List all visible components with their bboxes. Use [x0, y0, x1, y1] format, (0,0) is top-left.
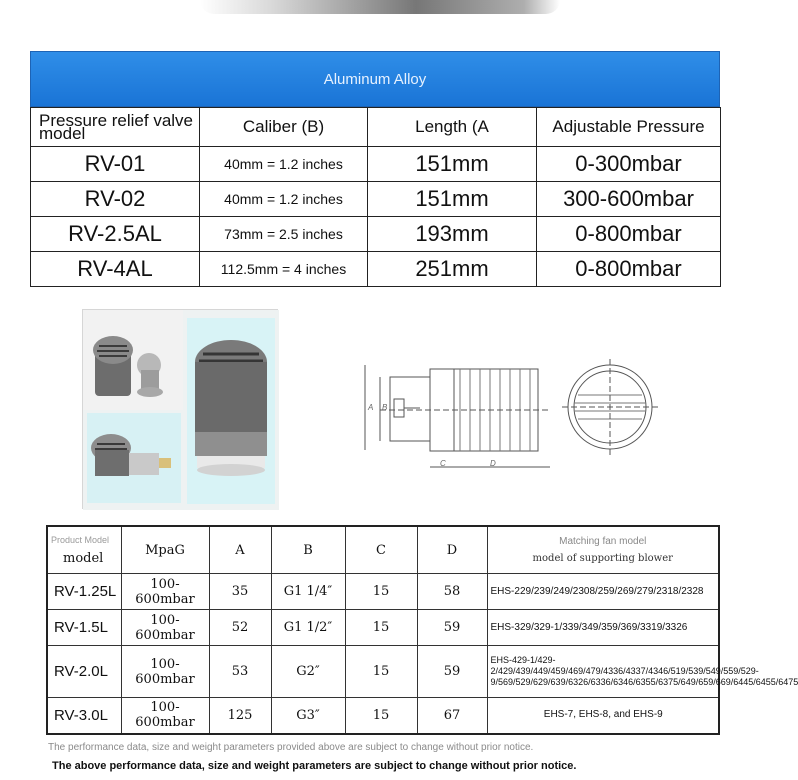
cell-length: 193mm	[368, 217, 537, 252]
cell-pressure: 0-800mbar	[537, 252, 721, 287]
drawing-label-a: A	[368, 403, 374, 412]
cell-d: 67	[417, 698, 487, 734]
header-fan-sub: model of supporting blower	[532, 553, 673, 564]
cell-fan: EHS-429-1/429-2/429/439/449/459/469/479/4336/4337/4346/519/539/549/559/529-9/569/529/629/639/6326/6336/6346/6355/6375/649/659/669/6445/6455/6475	[487, 646, 719, 698]
cell-c: 15	[345, 574, 417, 610]
cell-caliber: 73mm = 2.5 inches	[200, 217, 368, 252]
model-table-header-row	[47, 526, 719, 574]
spec-table-grid	[30, 107, 721, 287]
disclaimer-note-bold: The above performance data, size and weight parameters are subject to change without prior notice.	[52, 760, 577, 772]
model-table-grid	[46, 525, 798, 735]
cell-fan: EHS-329/329-1/339/349/359/369/3319/3326	[487, 610, 719, 646]
cell-a: 52	[209, 610, 271, 646]
cell-model: RV-2.5AL	[31, 217, 200, 252]
header-model	[47, 526, 121, 574]
cell-b: G3″	[271, 698, 345, 734]
cell-d: 58	[417, 574, 487, 610]
cell-pressure: 0-300mbar	[537, 147, 721, 182]
table-row	[47, 646, 719, 698]
cell-model: RV-1.25L	[47, 574, 121, 610]
cell-model: RV-1.5L	[47, 610, 121, 646]
cell-pressure: 0-800mbar	[537, 217, 721, 252]
cell-model: RV-01	[31, 147, 200, 182]
table-row	[31, 217, 721, 252]
header-length: Length (A	[368, 108, 537, 147]
drawing-label-c: C	[440, 459, 446, 468]
cell-model: RV-3.0L	[47, 698, 121, 734]
cell-c: 15	[345, 646, 417, 698]
cell-a: 35	[209, 574, 271, 610]
cell-c: 15	[345, 698, 417, 734]
header-mpag: MpaG	[121, 526, 209, 574]
spec-table-title: Aluminum Alloy	[30, 51, 720, 107]
cell-model: RV-4AL	[31, 252, 200, 287]
cell-model: RV-02	[31, 182, 200, 217]
cell-fan: EHS-229/239/249/2308/259/269/279/2318/2328	[487, 574, 719, 610]
cell-pressure: 300-600mbar	[537, 182, 721, 217]
table-row	[47, 574, 719, 610]
cell-model: RV-2.0L	[47, 646, 121, 698]
product-edge-image	[200, 0, 560, 14]
cell-a: 53	[209, 646, 271, 698]
cell-mpag: 100-600mbar	[121, 698, 209, 734]
cell-mpag: 100-600mbar	[121, 646, 209, 698]
header-fan	[487, 526, 719, 574]
table-row	[31, 182, 721, 217]
header-pressure: Adjustable Pressure	[537, 108, 721, 147]
cell-d: 59	[417, 646, 487, 698]
header-c: C	[345, 526, 417, 574]
model-table	[46, 525, 798, 735]
header-b: B	[271, 526, 345, 574]
cell-length: 151mm	[368, 147, 537, 182]
drawing-label-d: D	[490, 459, 496, 468]
table-row	[47, 610, 719, 646]
disclaimer-note-small: The performance data, size and weight parameters provided above are subject to change without prior notice.	[48, 742, 534, 753]
table-row	[31, 147, 721, 182]
header-model-main: model	[63, 550, 104, 566]
table-row	[31, 252, 721, 287]
spec-table-header-row	[31, 108, 721, 147]
header-d: D	[417, 526, 487, 574]
header-fan-top: Matching fan model	[559, 536, 647, 547]
header-model: Pressure relief valve model	[31, 108, 200, 147]
cell-caliber: 40mm = 1.2 inches	[200, 147, 368, 182]
technical-drawing	[360, 355, 660, 475]
cell-caliber: 40mm = 1.2 inches	[200, 182, 368, 217]
product-photo	[82, 309, 278, 509]
cell-b: G1 1/4″	[271, 574, 345, 610]
cell-length: 251mm	[368, 252, 537, 287]
cell-fan: EHS-7, EHS-8, and EHS-9	[487, 698, 719, 734]
header-model-small: Product Model	[51, 534, 110, 545]
spec-table	[30, 51, 720, 287]
table-row	[47, 698, 719, 734]
cell-caliber: 112.5mm = 4 inches	[200, 252, 368, 287]
drawing-label-b: B	[382, 403, 388, 412]
cell-length: 151mm	[368, 182, 537, 217]
cell-d: 59	[417, 610, 487, 646]
cell-mpag: 100-600mbar	[121, 610, 209, 646]
header-a: A	[209, 526, 271, 574]
cell-a: 125	[209, 698, 271, 734]
cell-c: 15	[345, 610, 417, 646]
valve-photo-illustration	[83, 310, 279, 510]
cell-b: G1 1/2″	[271, 610, 345, 646]
cell-mpag: 100-600mbar	[121, 574, 209, 610]
cell-b: G2″	[271, 646, 345, 698]
header-caliber: Caliber (B)	[200, 108, 368, 147]
